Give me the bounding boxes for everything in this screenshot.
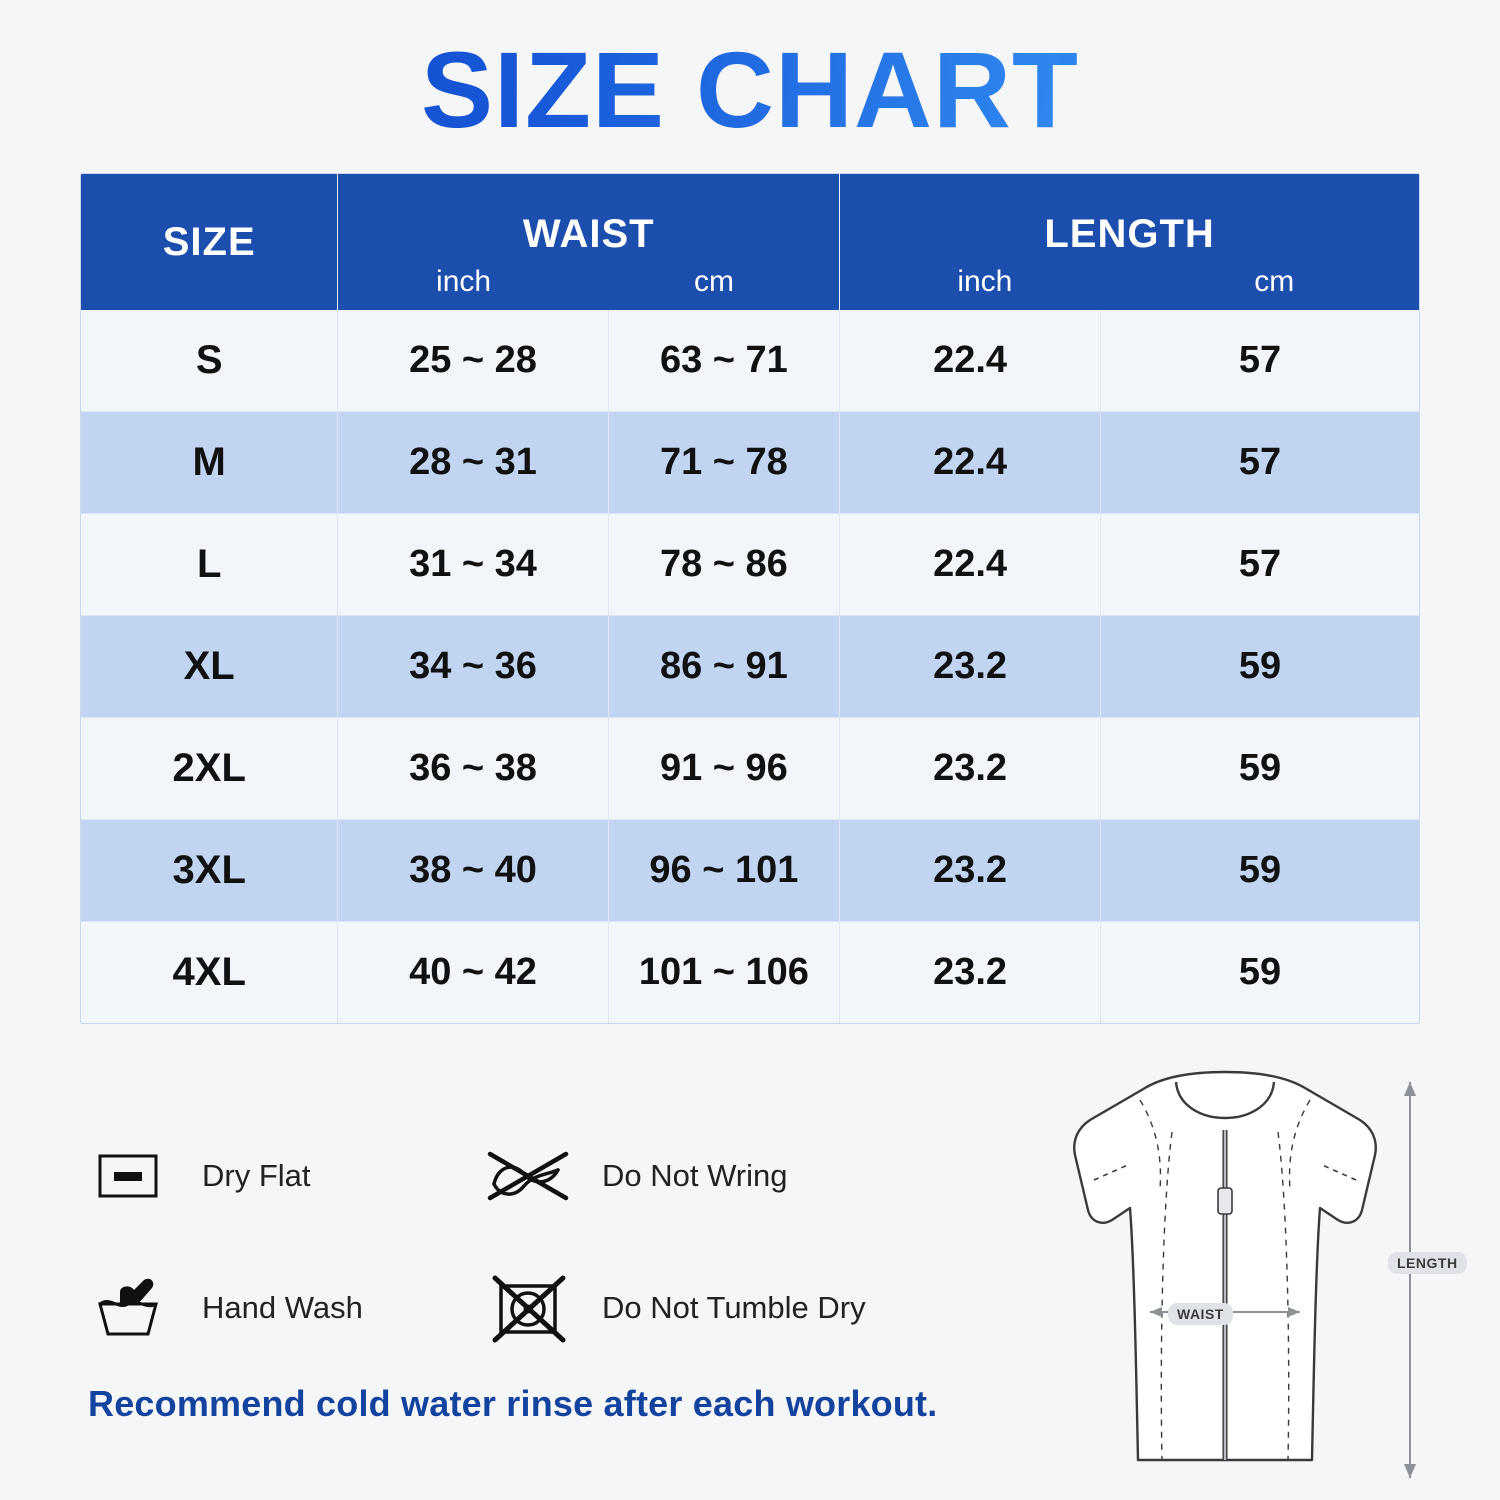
length-measure-tag: LENGTH — [1388, 1252, 1467, 1274]
care-label: Dry Flat — [202, 1158, 311, 1193]
care-item-dry-flat — [80, 1128, 480, 1224]
cell-size: 2XL — [81, 718, 338, 820]
header-waist-unit-cm: cm — [693, 264, 734, 298]
cell-length-cm: 59 — [1101, 718, 1419, 820]
cell-length-inch: 22.4 — [840, 514, 1101, 616]
cell-waist-cm: 101 ~ 106 — [608, 922, 839, 1024]
table-row — [81, 616, 1419, 718]
header-waist-unit-inch: inch — [436, 264, 492, 298]
cell-length-inch: 22.4 — [840, 412, 1101, 514]
cell-waist-inch: 36 ~ 38 — [338, 718, 608, 820]
size-chart-table-wrapper — [80, 173, 1420, 1024]
hand-wash-icon — [80, 1260, 176, 1356]
cell-waist-inch: 38 ~ 40 — [338, 820, 608, 922]
cell-waist-inch: 40 ~ 42 — [338, 922, 608, 1024]
cell-size: L — [81, 514, 338, 616]
recommendation-text: Recommend cold water rinse after each workout. — [88, 1383, 938, 1424]
cell-length-inch: 23.2 — [840, 820, 1101, 922]
dry-flat-icon — [80, 1128, 176, 1224]
cell-length-inch: 22.4 — [840, 310, 1101, 412]
cell-waist-cm: 63 ~ 71 — [608, 310, 839, 412]
garment-illustration — [990, 1060, 1460, 1490]
cell-size: M — [81, 412, 338, 514]
cell-length-cm: 59 — [1101, 922, 1419, 1024]
waist-measure-tag: WAIST — [1168, 1303, 1233, 1325]
header-length — [840, 174, 1419, 310]
care-instructions — [80, 1110, 980, 1374]
cell-length-cm: 57 — [1101, 412, 1419, 514]
header-length-unit-cm: cm — [1254, 264, 1295, 298]
cell-length-cm: 59 — [1101, 820, 1419, 922]
size-chart-table — [81, 174, 1419, 1023]
cell-waist-cm: 78 ~ 86 — [608, 514, 839, 616]
cell-waist-inch: 34 ~ 36 — [338, 616, 608, 718]
table-head — [81, 174, 1419, 310]
table-row — [81, 820, 1419, 922]
table-row — [81, 412, 1419, 514]
cell-length-cm: 59 — [1101, 616, 1419, 718]
table-row — [81, 514, 1419, 616]
cell-size: 3XL — [81, 820, 338, 922]
care-label: Hand Wash — [202, 1290, 363, 1325]
care-row-1 — [80, 1110, 980, 1242]
header-waist-label: WAIST — [522, 211, 655, 256]
table-row — [81, 718, 1419, 820]
table-body — [81, 310, 1419, 1023]
care-item-do-not-wring — [480, 1128, 788, 1224]
cell-length-inch: 23.2 — [840, 718, 1101, 820]
cell-waist-inch: 28 ~ 31 — [338, 412, 608, 514]
do-not-tumble-dry-icon — [480, 1260, 576, 1356]
care-label: Do Not Tumble Dry — [602, 1290, 866, 1325]
cell-waist-cm: 91 ~ 96 — [608, 718, 839, 820]
table-row — [81, 310, 1419, 412]
cell-waist-cm: 86 ~ 91 — [608, 616, 839, 718]
table-header-row — [81, 174, 1419, 310]
header-length-unit-inch: inch — [957, 264, 1013, 298]
header-length-label: LENGTH — [1044, 211, 1215, 256]
cell-waist-inch: 31 ~ 34 — [338, 514, 608, 616]
cell-waist-cm: 71 ~ 78 — [608, 412, 839, 514]
cell-waist-inch: 25 ~ 28 — [338, 310, 608, 412]
header-waist — [338, 174, 840, 310]
cell-size: 4XL — [81, 922, 338, 1024]
page-title: SIZE CHART — [0, 0, 1500, 157]
cell-length-inch: 23.2 — [840, 922, 1101, 1024]
care-item-hand-wash — [80, 1260, 480, 1356]
header-size: SIZE — [81, 174, 338, 310]
cell-length-cm: 57 — [1101, 310, 1419, 412]
cell-size: XL — [81, 616, 338, 718]
care-label: Do Not Wring — [602, 1158, 788, 1193]
cell-length-cm: 57 — [1101, 514, 1419, 616]
cell-waist-cm: 96 ~ 101 — [608, 820, 839, 922]
cell-size: S — [81, 310, 338, 412]
do-not-wring-icon — [480, 1128, 576, 1224]
cell-length-inch: 23.2 — [840, 616, 1101, 718]
care-row-2 — [80, 1242, 980, 1374]
care-item-do-not-tumble-dry — [480, 1260, 866, 1356]
table-row — [81, 922, 1419, 1024]
